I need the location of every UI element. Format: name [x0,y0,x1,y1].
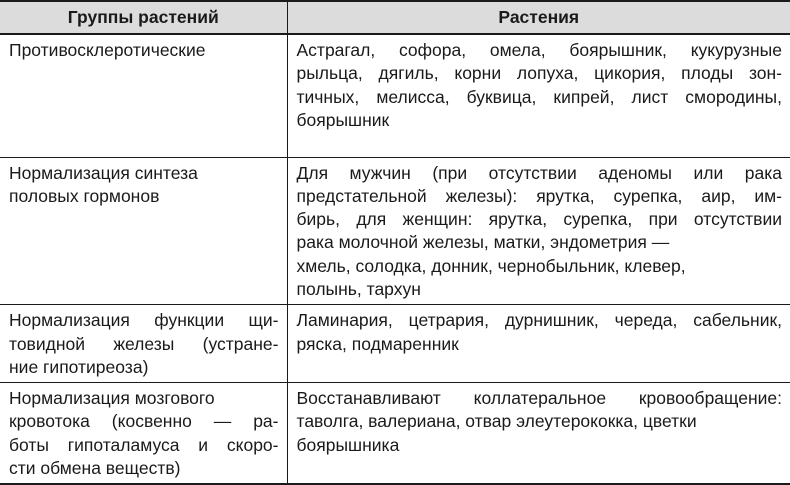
group-line: сти обмена веществ) [9,458,181,479]
table-row [0,305,790,383]
plants-cell [287,305,790,383]
group-line: боты гипоталамуса и скоро- [9,434,279,455]
table-row [0,157,790,305]
plants-line: предстательной железы): ярутка, сурепка, аир, им- [296,185,782,206]
group-line: кровотока (косвенно — ра- [9,411,279,432]
group-cell [0,383,287,485]
plants-line: Ламинария, цетрария, дурнишник, череда, сабельник, [296,310,782,331]
group-line: Нормализация синтеза [9,162,198,183]
group-line: Противосклеротические [9,40,206,60]
plants-line: рака молочной железы, матки, эндометрия — [296,232,670,253]
plants-line: таволга, валериана, отвар элеутерококка, цветки [296,411,697,432]
group-cell [0,305,287,383]
plants-line: бирь, для женщин: ярутка, сурепка, при отсутствии [296,209,782,230]
group-line: Нормализация мозгового [9,388,215,409]
plants-line: хмель, солодка, донник, чернобыльник, клевер, [296,255,686,276]
header-plants: Растения [287,1,790,34]
header-plant-groups: Группы растений [0,1,287,34]
plants-line: Астрагал, софора, омела, боярышник, кукурузные [296,40,782,60]
table-row [0,34,790,157]
table-row [0,383,790,485]
plants-line: Для мужчин (при отсутствии аденомы или рака [296,162,782,183]
plants-cell [287,383,790,485]
plants-line: ряска, подмаренник [296,333,459,354]
group-cell [0,157,287,305]
group-line: половых гормонов [9,185,160,206]
plants-cell [287,34,790,157]
table-header-row [0,1,790,34]
plants-cell [287,157,790,305]
plants-line: полынь, тархун [296,278,421,299]
plants-line: рыльца, дягиль, корни лопуха, цикория, плоды зон- [296,63,782,84]
plants-line: боярышника [296,434,400,455]
group-cell [0,34,287,157]
group-line: Нормализация функции щи- [9,310,279,331]
plants-line: тичных, мелисса, буквица, кипрей, лист смородины, [296,86,782,107]
group-line: ние гипотиреоза) [9,356,149,377]
group-line: товидной железы (устране- [9,333,279,354]
plants-line: боярышник [296,109,390,130]
plants-line: Восстанавливают коллатеральное кровообращение: [296,388,782,409]
